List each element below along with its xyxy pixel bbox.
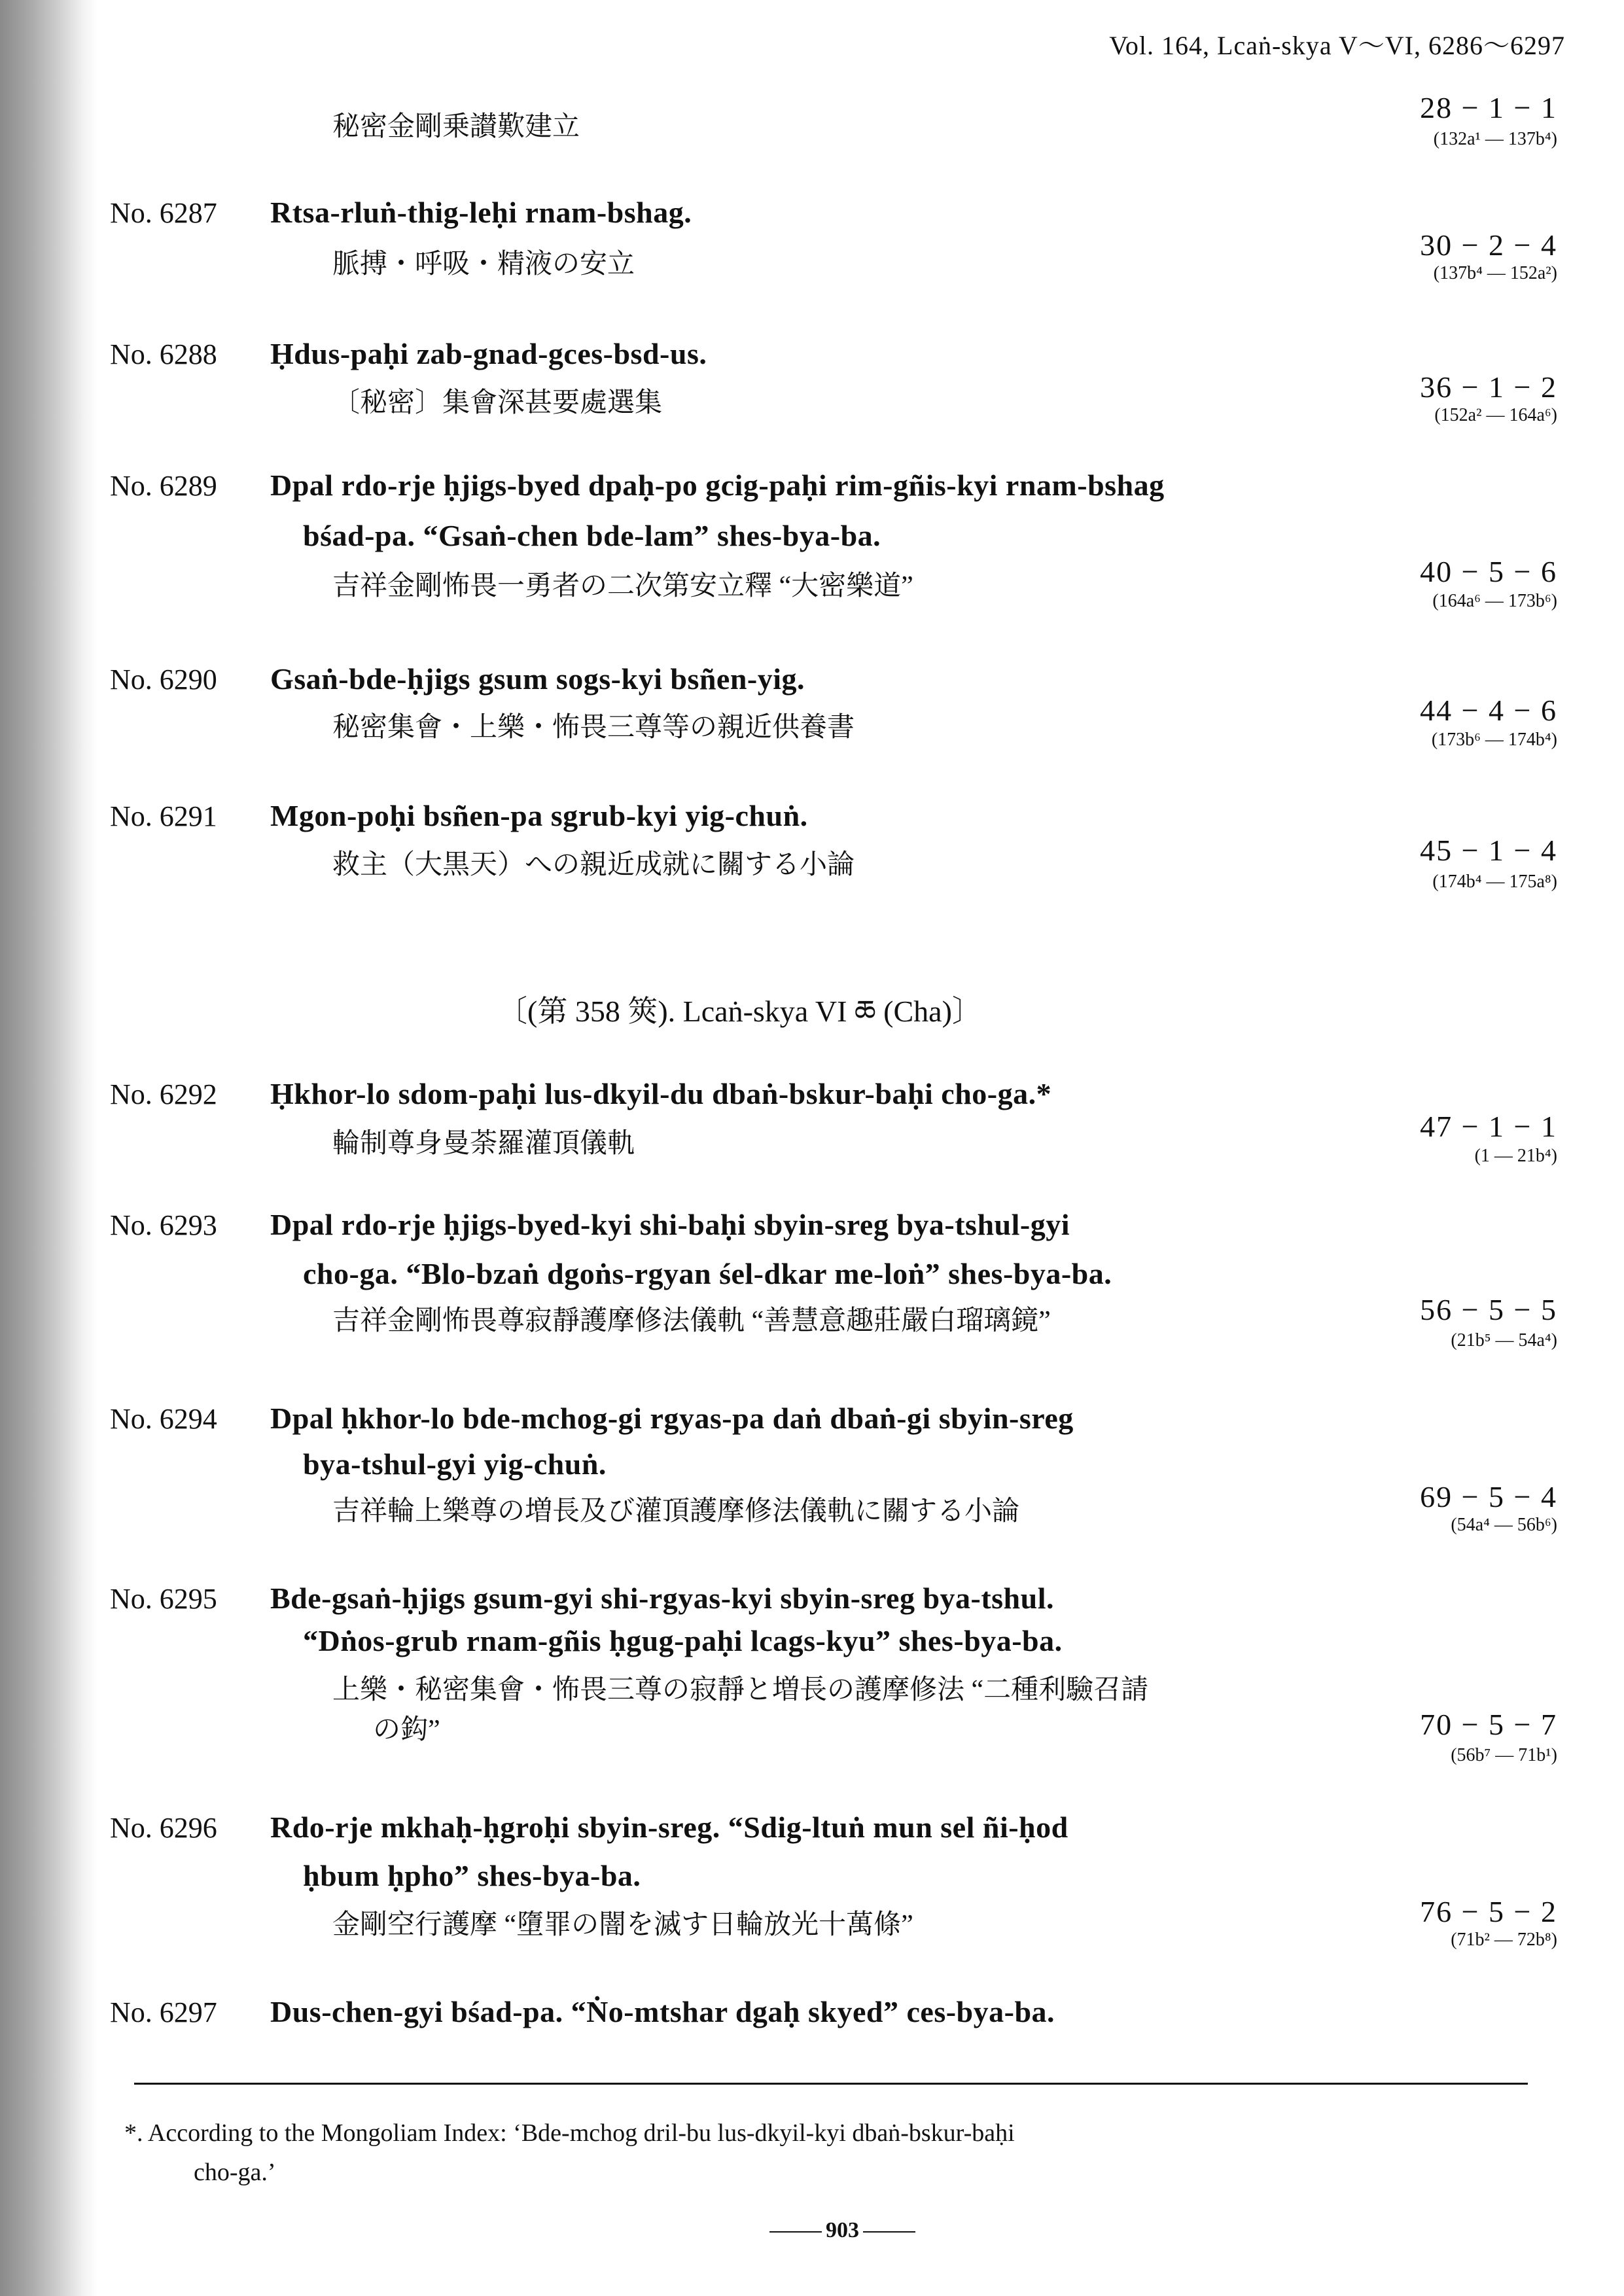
entry-japanese-title: 上樂・秘密集會・怖畏三尊の寂靜と増長の護摩修法 “二種利驗召請 — [332, 1675, 1149, 1705]
entry-tibetan-title: Rtsa-rluṅ-thig-leḥi rnam-bshag. — [270, 196, 692, 229]
page-spine-shadow — [0, 0, 98, 2296]
section-heading: 〔(第 358 筴). Lcaṅ-skya VI ཆ (Cha)〕 — [497, 995, 982, 1028]
entry-number: No. 6291 — [110, 800, 217, 832]
entry-reference: 76 − 5 − 2 — [1420, 1895, 1557, 1928]
entry-folio-range: (56b⁷ — 71b¹) — [1451, 1745, 1557, 1765]
entry-japanese-title: 吉祥金剛怖畏尊寂靜護摩修法儀軌 “善慧意趣莊嚴白瑠璃鏡” — [332, 1306, 1051, 1336]
entry-reference: 36 − 1 − 2 — [1420, 370, 1557, 404]
entry-tibetan-title: Ḥdus-paḥi zab-gnad-gces-bsd-us. — [270, 337, 707, 370]
footnote-line: cho-ga.’ — [194, 2159, 276, 2186]
entry-reference: 70 − 5 − 7 — [1420, 1708, 1557, 1741]
entry-japanese-title: 輪制尊身曼荼羅灌頂儀軌 — [332, 1129, 635, 1159]
entry-japanese-title: 吉祥金剛怖畏一勇者の二次第安立釋 “大密樂道” — [332, 571, 913, 601]
entry-tibetan-title: Rdo-rje mkhaḥ-ḥgroḥi sbyin-sreg. “Sdig-ltuṅ mun sel ñi-ḥod — [270, 1810, 1068, 1844]
entry-folio-range: (173b⁶ — 174b⁴) — [1431, 730, 1557, 750]
entry-tibetan-title: Bde-gsaṅ-ḥjigs gsum-gyi shi-rgyas-kyi sbyin-sreg bya-tshul. — [270, 1581, 1055, 1615]
entry-reference: 69 − 5 − 4 — [1420, 1480, 1557, 1513]
entry-number: No. 6290 — [110, 663, 217, 696]
entry-folio-range: (71b² — 72b⁸) — [1451, 1930, 1557, 1950]
entry-japanese-title: 脈搏・呼吸・精液の安立 — [332, 249, 635, 279]
entry-folio-range: (21b⁵ — 54a⁴) — [1451, 1330, 1557, 1351]
entry-tibetan-title: Dpal ḥkhor-lo bde-mchog-gi rgyas-pa daṅ dbaṅ-gi sbyin-sreg — [270, 1402, 1074, 1435]
entry-tibetan-title: Ḥkhor-lo sdom-paḥi lus-dkyil-du dbaṅ-bskur-baḥi cho-ga.* — [270, 1077, 1052, 1110]
entry-number: No. 6294 — [110, 1403, 217, 1435]
entry-japanese-title: 〔秘密〕集會深甚要處選集 — [332, 388, 663, 418]
entry-reference: 56 − 5 − 5 — [1420, 1293, 1557, 1326]
entry-number: No. 6287 — [110, 197, 217, 229]
entry-japanese-title: 秘密金剛乗讃歎建立 — [332, 112, 580, 142]
entry-japanese-title: 吉祥輪上樂尊の増長及び灌頂護摩修法儀軌に關する小論 — [332, 1496, 1020, 1527]
entry-tibetan-title: bśad-pa. “Gsaṅ-chen bde-lam” shes-bya-ba. — [303, 519, 881, 552]
entry-number: No. 6296 — [110, 1812, 217, 1844]
entry-reference: 30 − 2 − 4 — [1420, 228, 1557, 262]
footnote-rule — [134, 2083, 1528, 2085]
entry-tibetan-title: Gsaṅ-bde-ḥjigs gsum sogs-kyi bsñen-yig. — [270, 662, 805, 696]
entry-number: No. 6295 — [110, 1583, 217, 1615]
entry-japanese-title: 金剛空行護摩 “墮罪の闇を滅す日輪放光十萬條” — [332, 1910, 913, 1940]
entry-number: No. 6292 — [110, 1078, 217, 1110]
entry-reference: 40 − 5 − 6 — [1420, 555, 1557, 588]
entry-tibetan-title: ḥbum ḥpho” shes-bya-ba. — [303, 1859, 641, 1892]
entry-tibetan-title: cho-ga. “Blo-bzaṅ dgoṅs-rgyan śel-dkar me-loṅ” shes-bya-ba. — [303, 1257, 1112, 1290]
entry-tibetan-title: “Dṅos-grub rnam-gñis ḥgug-paḥi lcags-kyu” shes-bya-ba. — [303, 1624, 1063, 1657]
entry-reference: 45 − 1 − 4 — [1420, 834, 1557, 867]
entry-folio-range: (54a⁴ — 56b⁶) — [1451, 1515, 1557, 1535]
entry-reference: 47 − 1 − 1 — [1420, 1110, 1557, 1143]
entry-tibetan-title: Dpal rdo-rje ḥjigs-byed dpaḥ-po gcig-paḥi rim-gñis-kyi rnam-bshag — [270, 468, 1165, 502]
entry-japanese-title: 救主（大黒天）への親近成就に關する小論 — [332, 850, 855, 880]
entry-folio-range: (164a⁶ — 173b⁶) — [1432, 591, 1557, 611]
entry-folio-range: (137b⁴ — 152a²) — [1433, 263, 1557, 283]
entry-reference: 44 − 4 − 6 — [1420, 694, 1557, 727]
entry-folio-range: (1 — 21b⁴) — [1474, 1146, 1557, 1166]
entry-folio-range: (152a² — 164a⁶) — [1434, 405, 1557, 425]
footnote-line: *. According to the Mongoliam Index: ‘Bde-mchog dril-bu lus-dkyil-kyi dbaṅ-bskur-baḥi — [124, 2119, 1015, 2147]
entry-number: No. 6293 — [110, 1209, 217, 1241]
entry-tibetan-title: Dpal rdo-rje ḥjigs-byed-kyi shi-baḥi sbyin-sreg bya-tshul-gyi — [270, 1208, 1070, 1241]
entry-tibetan-title: Mgon-poḥi bsñen-pa sgrub-kyi yig-chuṅ. — [270, 799, 808, 832]
entry-tibetan-title: bya-tshul-gyi yig-chuṅ. — [303, 1447, 607, 1481]
entry-number: No. 6297 — [110, 1996, 217, 2028]
entry-number: No. 6289 — [110, 470, 217, 502]
entry-japanese-title: の鈎” — [373, 1715, 440, 1745]
entry-number: No. 6288 — [110, 338, 217, 370]
entry-tibetan-title: Dus-chen-gyi bśad-pa. “Ṅo-mtshar dgaḥ skyed” ces-bya-ba. — [270, 1995, 1055, 2028]
page-number: 903 — [766, 2218, 919, 2243]
entry-folio-range: (132a¹ — 137b⁴) — [1433, 129, 1557, 149]
entry-folio-range: (174b⁴ — 175a⁸) — [1432, 872, 1557, 892]
entry-japanese-title: 秘密集會・上樂・怖畏三尊等の親近供養書 — [332, 713, 855, 743]
running-header: Vol. 164, Lcaṅ-skya V～VI, 6286～6297 — [1109, 31, 1565, 60]
entry-reference: 28 − 1 − 1 — [1420, 91, 1557, 124]
